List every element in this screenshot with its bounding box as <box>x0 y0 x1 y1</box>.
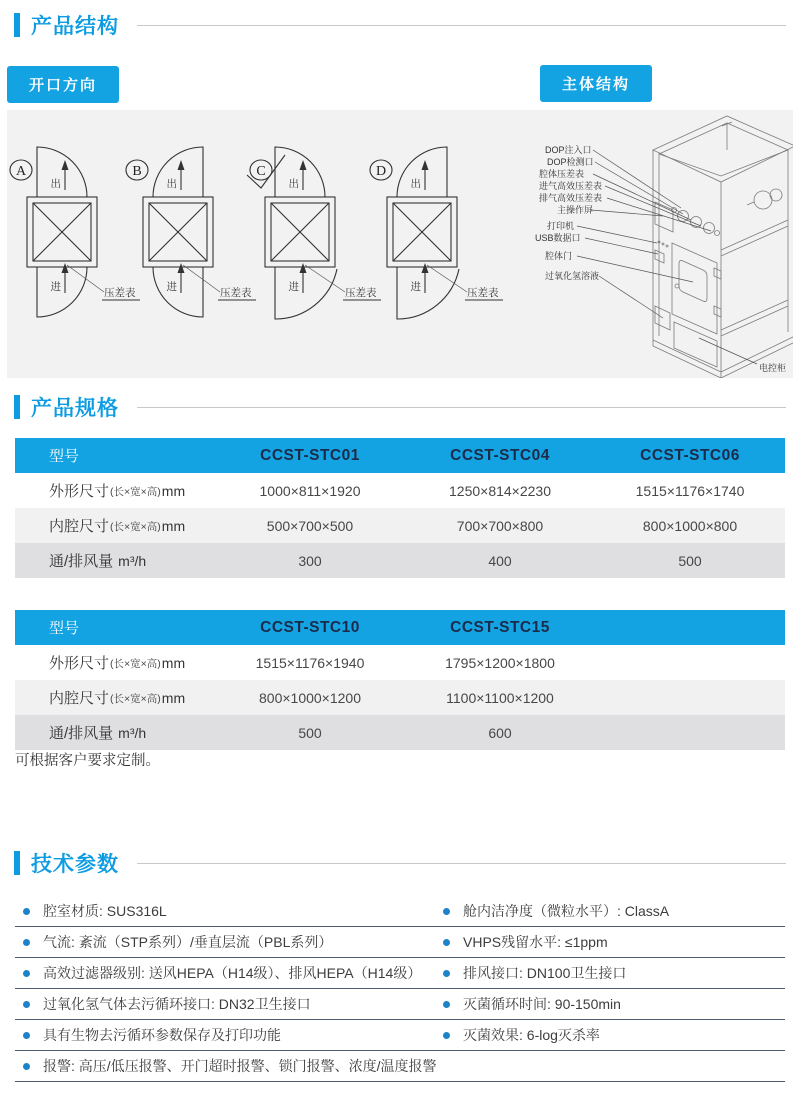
diagram-letter: B <box>132 164 142 179</box>
customization-note: 可根据客户要求定制。 <box>15 753 160 769</box>
param-row <box>15 958 785 989</box>
table-row-airflow <box>15 715 785 750</box>
param-item: 灭菌循环时间: 90-150min <box>435 994 785 1014</box>
table-cell: 1250×814×2230 <box>449 482 551 499</box>
diagram-letter: A <box>15 164 27 179</box>
row-label-cell: 内腔尺寸 (长×宽×高) mm <box>49 517 186 535</box>
header-model-ccst-stc01: CCST-STC01 <box>260 446 360 464</box>
table-cell: 1515×1176×1940 <box>255 654 365 671</box>
door-diagram-c <box>247 147 381 319</box>
table-cell: 400 <box>488 552 512 569</box>
section-rule <box>137 863 786 864</box>
param-item: 舱内洁净度（微粒水平）: ClassA <box>435 901 785 921</box>
out-label: 出 <box>410 178 421 190</box>
gauge-label: 压差表 <box>467 287 499 299</box>
main-structure-diagram <box>535 116 793 378</box>
table-row-inner-dimensions <box>15 680 785 715</box>
bullet-icon <box>23 1063 30 1070</box>
main-structure-button[interactable]: 主体结构 <box>540 65 652 102</box>
bullet-icon <box>443 939 450 946</box>
technical-params-list <box>15 896 785 1082</box>
section-accent-bar <box>14 395 20 419</box>
section-title: 产品规格 <box>31 397 119 420</box>
bullet-icon <box>443 1032 450 1039</box>
bullet-icon <box>23 1032 30 1039</box>
table-header-row <box>15 438 785 473</box>
door-diagram-a <box>10 147 140 317</box>
label-dop-inject: DOP注入口 <box>545 145 592 155</box>
table-cell: 500×700×500 <box>266 517 354 534</box>
table-cell: 600 <box>488 724 512 741</box>
row-label-cell: 通/排风量 m³/h <box>49 724 147 742</box>
in-label: 进 <box>50 281 61 293</box>
in-label: 进 <box>288 281 299 293</box>
table-cell: 300 <box>298 552 322 569</box>
label-main-screen: 主操作屏 <box>557 205 594 215</box>
out-label: 出 <box>50 178 61 190</box>
table-cell: 500 <box>678 552 702 569</box>
spec-table-2 <box>15 610 785 750</box>
label-cavity-door: 腔体门 <box>545 251 573 261</box>
label-cavity-gauge: 腔体压差表 <box>539 169 585 179</box>
label-h2o2: 过氧化氢溶液 <box>545 271 600 281</box>
table-cell: 800×1000×800 <box>642 517 738 534</box>
structure-diagram-panel <box>7 110 793 378</box>
param-item: 灭菌效果: 6-log灭杀率 <box>435 1025 785 1045</box>
door-diagram-b <box>126 147 256 317</box>
label-exhaust-gauge: 排气高效压差表 <box>539 193 603 203</box>
table-row-airflow <box>15 543 785 578</box>
section-header-params <box>14 848 786 878</box>
table-row-outer-dimensions <box>15 473 785 508</box>
section-title: 产品结构 <box>31 15 119 38</box>
table-cell: 1795×1200×1800 <box>445 654 555 671</box>
param-row <box>15 896 785 927</box>
param-item: 高效过滤器级别: 送风HEPA（H14级）、排风HEPA（H14级） <box>15 963 435 983</box>
opening-direction-button[interactable]: 开口方向 <box>7 66 119 103</box>
structure-diagrams-svg <box>7 110 793 378</box>
bullet-icon <box>23 1001 30 1008</box>
diagram-letter: D <box>375 164 387 179</box>
bullet-icon <box>443 970 450 977</box>
param-item: 过氧化氢气体去污循环接口: DN32卫生接口 <box>15 994 435 1014</box>
param-item: 气流: 紊流（STP系列）/垂直层流（PBL系列） <box>15 932 435 952</box>
param-item: VHPS残留水平: ≤1ppm <box>435 932 785 952</box>
table-cell: 800×1000×1200 <box>259 689 361 706</box>
out-label: 出 <box>288 178 299 190</box>
param-row <box>15 1020 785 1051</box>
header-model-ccst-stc06: CCST-STC06 <box>640 446 740 464</box>
table-cell: 700×700×800 <box>456 517 544 534</box>
header-model-ccst-stc15: CCST-STC15 <box>450 618 550 636</box>
row-label-cell: 外形尺寸 (长×宽×高) mm <box>49 654 186 672</box>
bullet-icon <box>23 908 30 915</box>
row-label-cell: 外形尺寸 (长×宽×高) mm <box>49 482 186 500</box>
header-model-ccst-stc10: CCST-STC10 <box>260 618 360 636</box>
param-item: 具有生物去污循环参数保存及打印功能 <box>15 1025 435 1045</box>
gauge-label: 压差表 <box>345 287 377 299</box>
gauge-label: 压差表 <box>220 287 252 299</box>
section-accent-bar <box>14 851 20 875</box>
header-model-ccst-stc04: CCST-STC04 <box>450 446 550 464</box>
label-usb: USB数据口 <box>535 233 581 243</box>
section-header-specs <box>14 392 786 422</box>
header-model-label: 型号 <box>49 448 80 465</box>
gauge-label: 压差表 <box>104 287 136 299</box>
section-rule <box>137 407 786 408</box>
in-label: 进 <box>410 281 421 293</box>
param-row <box>15 927 785 958</box>
param-row <box>15 1051 785 1082</box>
table-row-inner-dimensions <box>15 508 785 543</box>
table-cell: 1515×1176×1740 <box>635 482 745 499</box>
out-label: 出 <box>166 178 177 190</box>
in-label: 进 <box>166 281 177 293</box>
table-cell: 500 <box>298 724 322 741</box>
table-row-outer-dimensions <box>15 645 785 680</box>
bullet-icon <box>443 908 450 915</box>
diagram-letter: C <box>256 164 266 179</box>
door-diagram-d <box>370 147 503 319</box>
row-label-cell: 内腔尺寸 (长×宽×高) mm <box>49 689 186 707</box>
bullet-icon <box>23 970 30 977</box>
bullet-icon <box>23 939 30 946</box>
param-item: 腔室材质: SUS316L <box>15 901 435 921</box>
label-dop-detect: DOP检测口 <box>547 157 594 167</box>
table-header-row <box>15 610 785 645</box>
section-title: 技术参数 <box>31 853 119 876</box>
param-row <box>15 989 785 1020</box>
label-printer: 打印机 <box>547 221 575 231</box>
label-intake-gauge: 进气高效压差表 <box>539 181 603 191</box>
section-accent-bar <box>14 13 20 37</box>
param-item: 报警: 高压/低压报警、开门超时报警、锁门报警、浓度/温度报警 <box>15 1056 437 1076</box>
param-item: 排风接口: DN100卫生接口 <box>435 963 785 983</box>
header-model-label: 型号 <box>49 620 80 637</box>
section-header-structure <box>14 10 786 40</box>
table-cell: 1000×811×1920 <box>259 482 361 499</box>
bullet-icon <box>443 1001 450 1008</box>
table-cell: 1100×1100×1200 <box>446 689 554 706</box>
row-label-cell: 通/排风量 m³/h <box>49 552 147 570</box>
section-rule <box>137 25 786 26</box>
spec-table-1 <box>15 438 785 578</box>
label-control-cabinet: 电控柜 <box>759 363 787 373</box>
